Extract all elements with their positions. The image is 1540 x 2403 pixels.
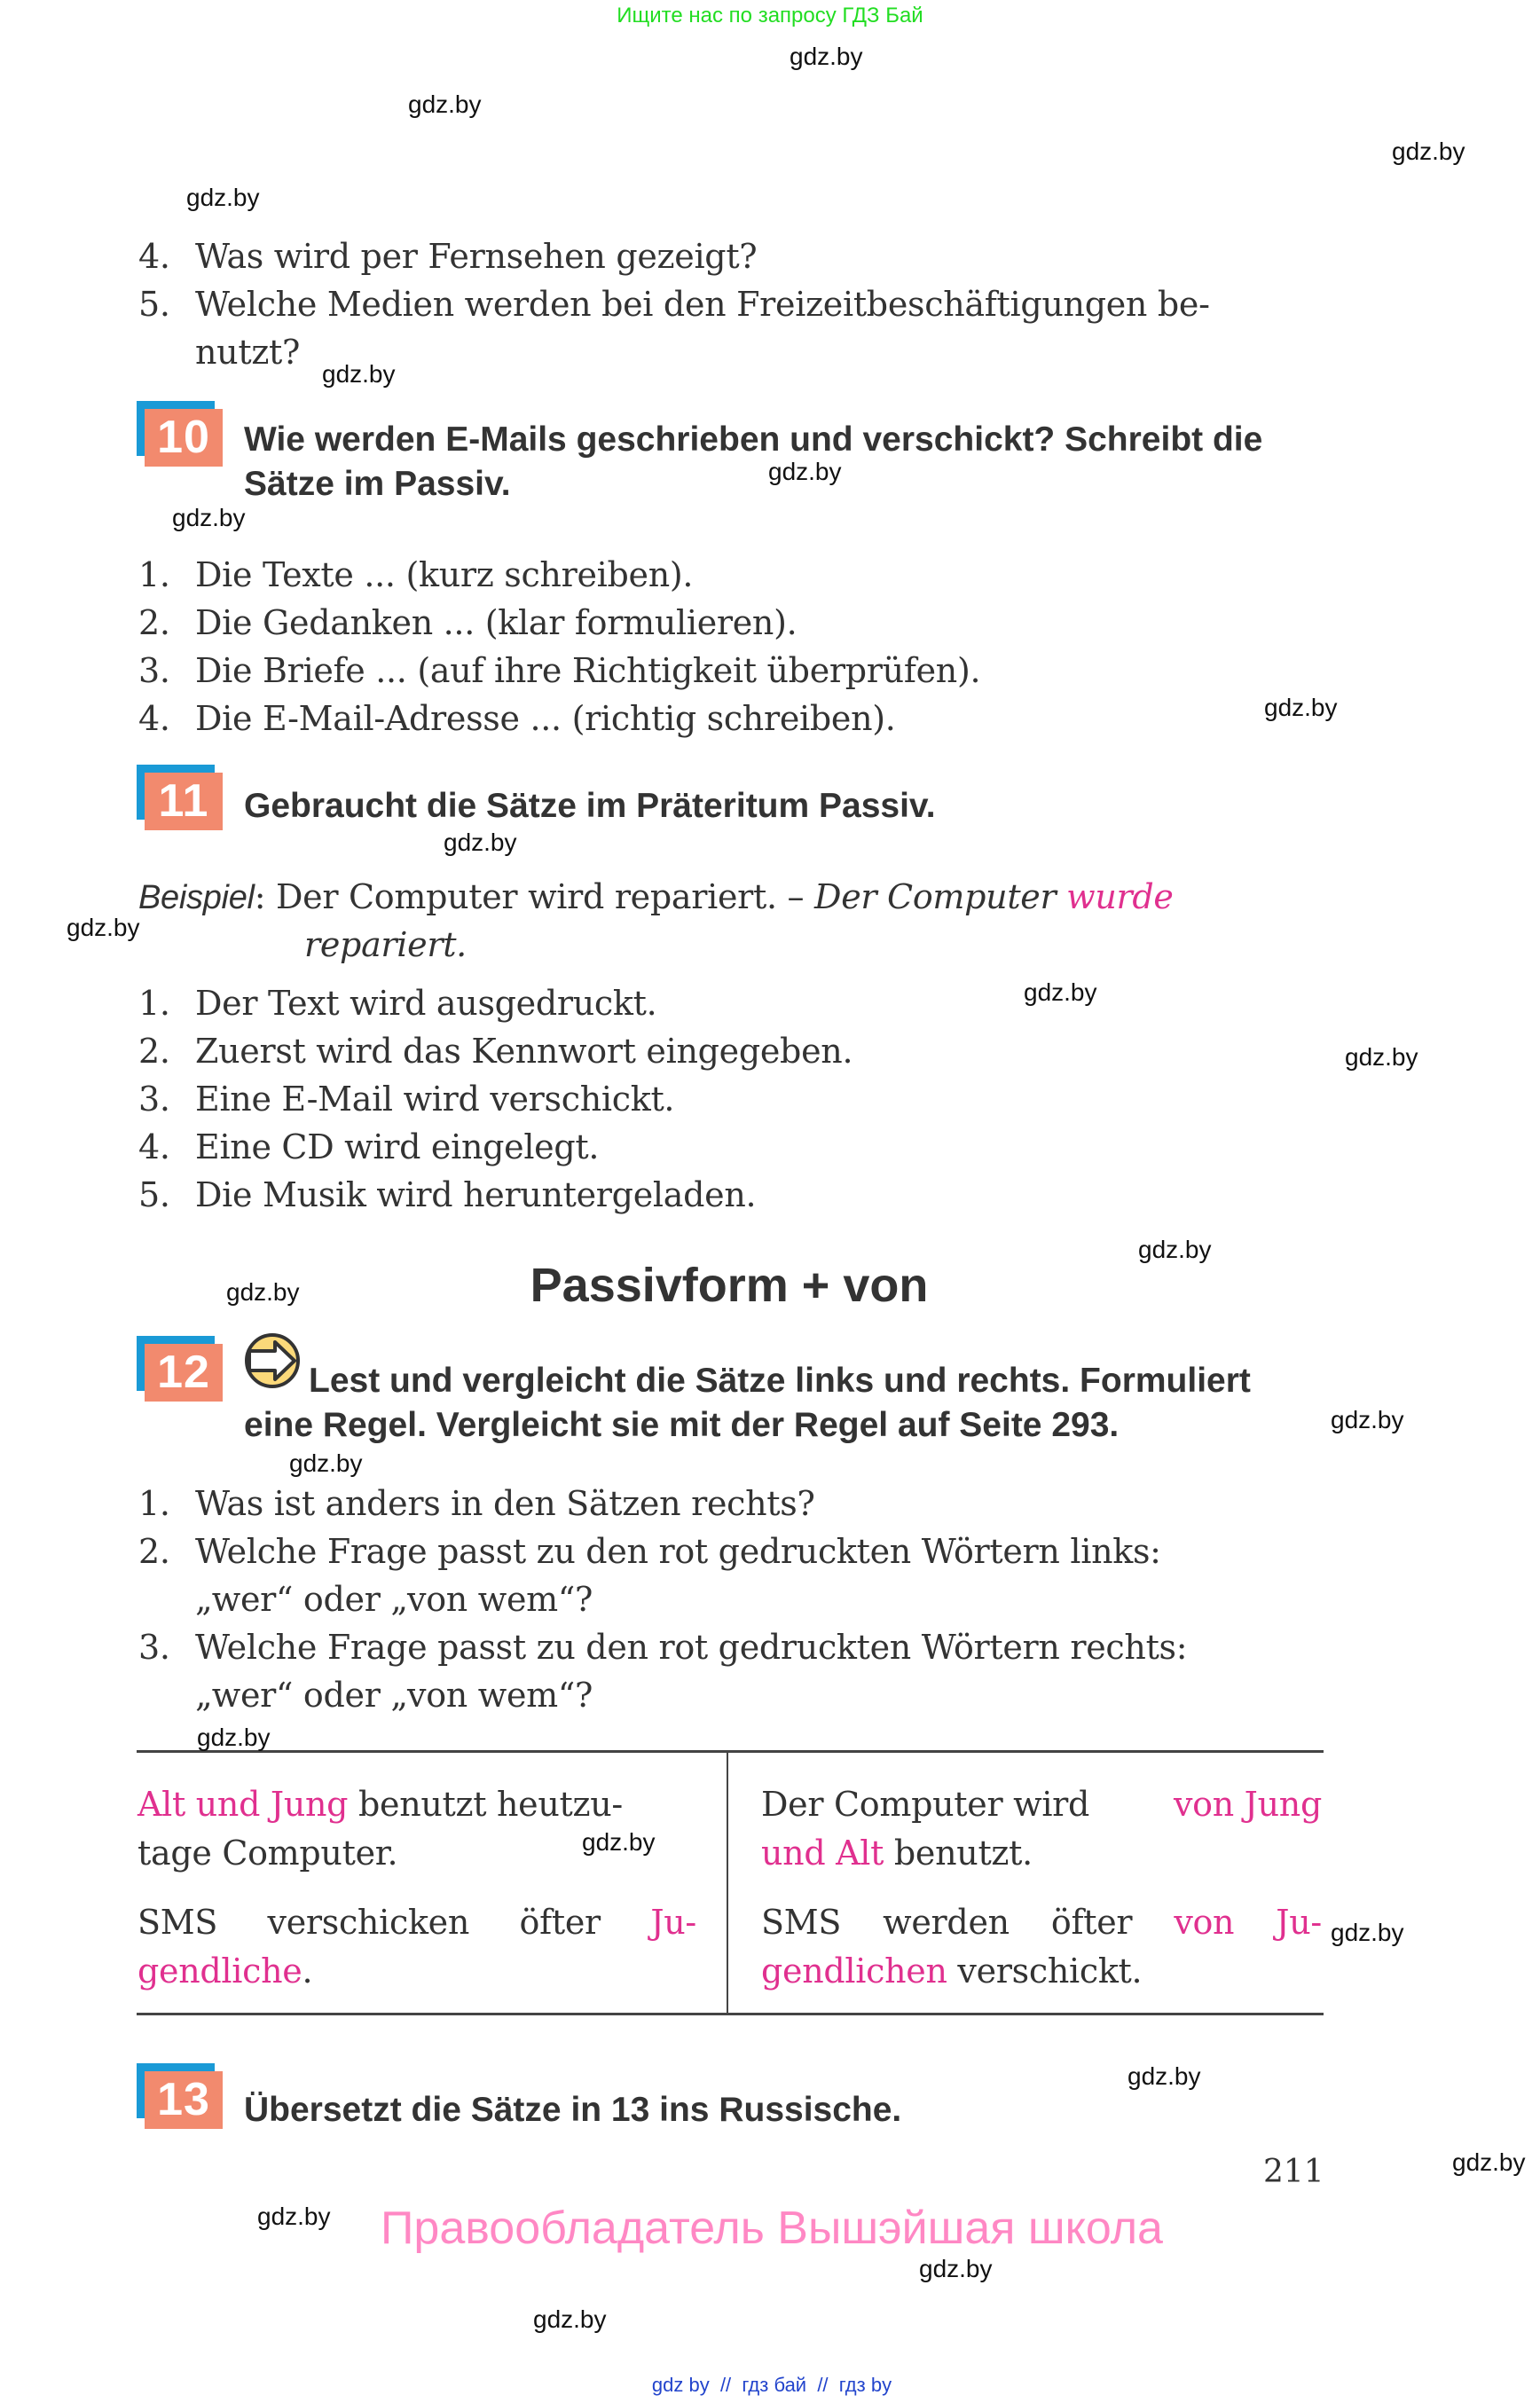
exercise-10-instruction: Wie werden E-Mails geschrieben und verschickt? Schreibt die Sätze im Passiv.	[244, 420, 1263, 503]
example-highlight: wurde	[1066, 877, 1174, 916]
list-item: 1. Was ist anders in den Sätzen rechts?	[138, 1484, 815, 1523]
watermark: gdz.by	[790, 43, 863, 70]
list-item: 4. Eine CD wird eingelegt.	[138, 1127, 600, 1166]
section-title: Passivform + von	[530, 1259, 929, 1312]
watermark: gdz.by	[533, 2305, 607, 2333]
page-number: 211	[1263, 2154, 1324, 2190]
list-item-continuation: „wer“ oder „von wem“?	[195, 1580, 593, 1619]
watermark: gdz.by	[67, 914, 140, 941]
table-bottom-rule	[137, 2013, 1324, 2015]
watermark: gdz.by	[1138, 1236, 1212, 1263]
watermark: gdz.by	[444, 828, 517, 856]
list-item: 4. Die E-Mail-Adresse ... (richtig schreiben).	[138, 699, 896, 738]
watermark: gdz.by	[1024, 978, 1097, 1006]
badge-number: 13	[145, 2071, 223, 2129]
watermark: gdz.by	[1264, 694, 1338, 721]
watermark: gdz.by	[186, 184, 260, 211]
watermark: gdz.by	[919, 2255, 993, 2282]
list-item: 3. Eine E-Mail wird verschickt.	[138, 1080, 675, 1119]
list-item: 2. Zuerst wird das Kennwort eingegeben.	[138, 1032, 853, 1071]
badge-number: 11	[145, 773, 223, 830]
list-item: 1. Die Texte ... (kurz schreiben).	[138, 555, 694, 594]
list-item: 5. Welche Medien werden bei den Freizeitbeschäftigungen be-	[138, 285, 1210, 324]
list-item: 2. Die Gedanken ... (klar formulieren).	[138, 603, 798, 642]
watermark: gdz.by	[1452, 2148, 1526, 2176]
exercise-10-list	[138, 551, 980, 742]
list-item: 2. Welche Frage passt zu den rot gedruckten Wörtern links:	[138, 1532, 1161, 1571]
watermark: gdz.by	[226, 1278, 300, 1306]
table-cell-right-2: SMS werden öfter von Ju- gendlichen verschickt.	[761, 1903, 1322, 1991]
watermark: gdz.by	[1331, 1919, 1404, 1946]
list-item: 5. Die Musik wird heruntergeladen.	[138, 1175, 757, 1214]
watermark: gdz.by	[408, 90, 482, 118]
watermark: gdz.by	[197, 1724, 271, 1751]
exercise-11-list	[138, 979, 852, 1219]
watermark: gdz.by	[768, 458, 842, 485]
exercise-12-instruction-line2: eine Regel. Vergleicht sie mit der Regel auf Seite 293.	[244, 1406, 1120, 1444]
exercise-12-instruction-line1: Lest und vergleicht die Sätze links und rechts. Formuliert	[309, 1362, 1251, 1400]
exercise-badge-10	[137, 401, 224, 467]
prev-list	[138, 232, 1210, 376]
table-top-rule	[137, 1750, 1324, 1753]
list-item: 1. Der Text wird ausgedruckt.	[138, 984, 657, 1023]
exercise-12-list	[138, 1480, 1187, 1719]
copyright-notice: Правообладатель Вышэйшая школа	[381, 2203, 1163, 2254]
footer-links[interactable]: gdz by // гдз бай // гдз by	[651, 2374, 892, 2396]
example-label: Beispiel	[138, 879, 255, 916]
exercise-11-instruction: Gebraucht die Sätze im Präteritum Passiv.	[244, 787, 936, 825]
watermark: gdz.by	[1331, 1406, 1404, 1433]
watermark: gdz.by	[172, 504, 246, 531]
arrow-circle-icon	[243, 1331, 302, 1390]
exercise-badge-13	[137, 2063, 224, 2129]
example-sentence: Der Computer wird repariert. –	[275, 877, 805, 916]
list-item: 4. Was wird per Fernsehen gezeigt?	[138, 237, 758, 276]
example-answer: Der Computer	[814, 877, 1057, 916]
watermark: gdz.by	[1345, 1043, 1418, 1071]
watermark: gdz.by	[1392, 137, 1465, 165]
watermark: gdz.by	[1128, 2062, 1201, 2090]
example-continuation: repariert.	[304, 925, 467, 964]
watermark: gdz.by	[322, 360, 396, 388]
exercise-badge-11	[137, 765, 224, 830]
list-item: 3. Die Briefe ... (auf ihre Richtigkeit überprüfen).	[138, 651, 981, 690]
table-divider	[727, 1752, 728, 2014]
watermark: gdz.by	[582, 1828, 656, 1856]
example: Beispiel: Der Computer wird repariert. – Der Computer wurde	[138, 877, 1174, 916]
exercise-13-instruction: Übersetzt die Sätze in 13 ins Russische.	[244, 2091, 902, 2129]
list-item-continuation: „wer“ oder „von wem“?	[195, 1676, 593, 1715]
list-item-continuation: nutzt?	[195, 333, 301, 372]
watermark: gdz.by	[289, 1449, 363, 1477]
table-cell-left-2: SMS verschicken öfter Ju- gendliche.	[138, 1903, 696, 1991]
table-cell-right-1: Der Computer wird von Jung und Alt benutzt.	[761, 1785, 1322, 1873]
table-cell-left-1: Alt und Jung benutzt heutzu- tage Computer.	[138, 1785, 623, 1873]
badge-number: 10	[145, 409, 223, 467]
exercise-badge-12	[137, 1336, 224, 1402]
badge-number: 12	[145, 1344, 223, 1402]
search-hint: Ищите нас по запросу ГДЗ Бай	[617, 4, 923, 27]
watermark: gdz.by	[257, 2203, 331, 2230]
list-item: 3. Welche Frage passt zu den rot gedruckten Wörtern rechts:	[138, 1628, 1188, 1667]
